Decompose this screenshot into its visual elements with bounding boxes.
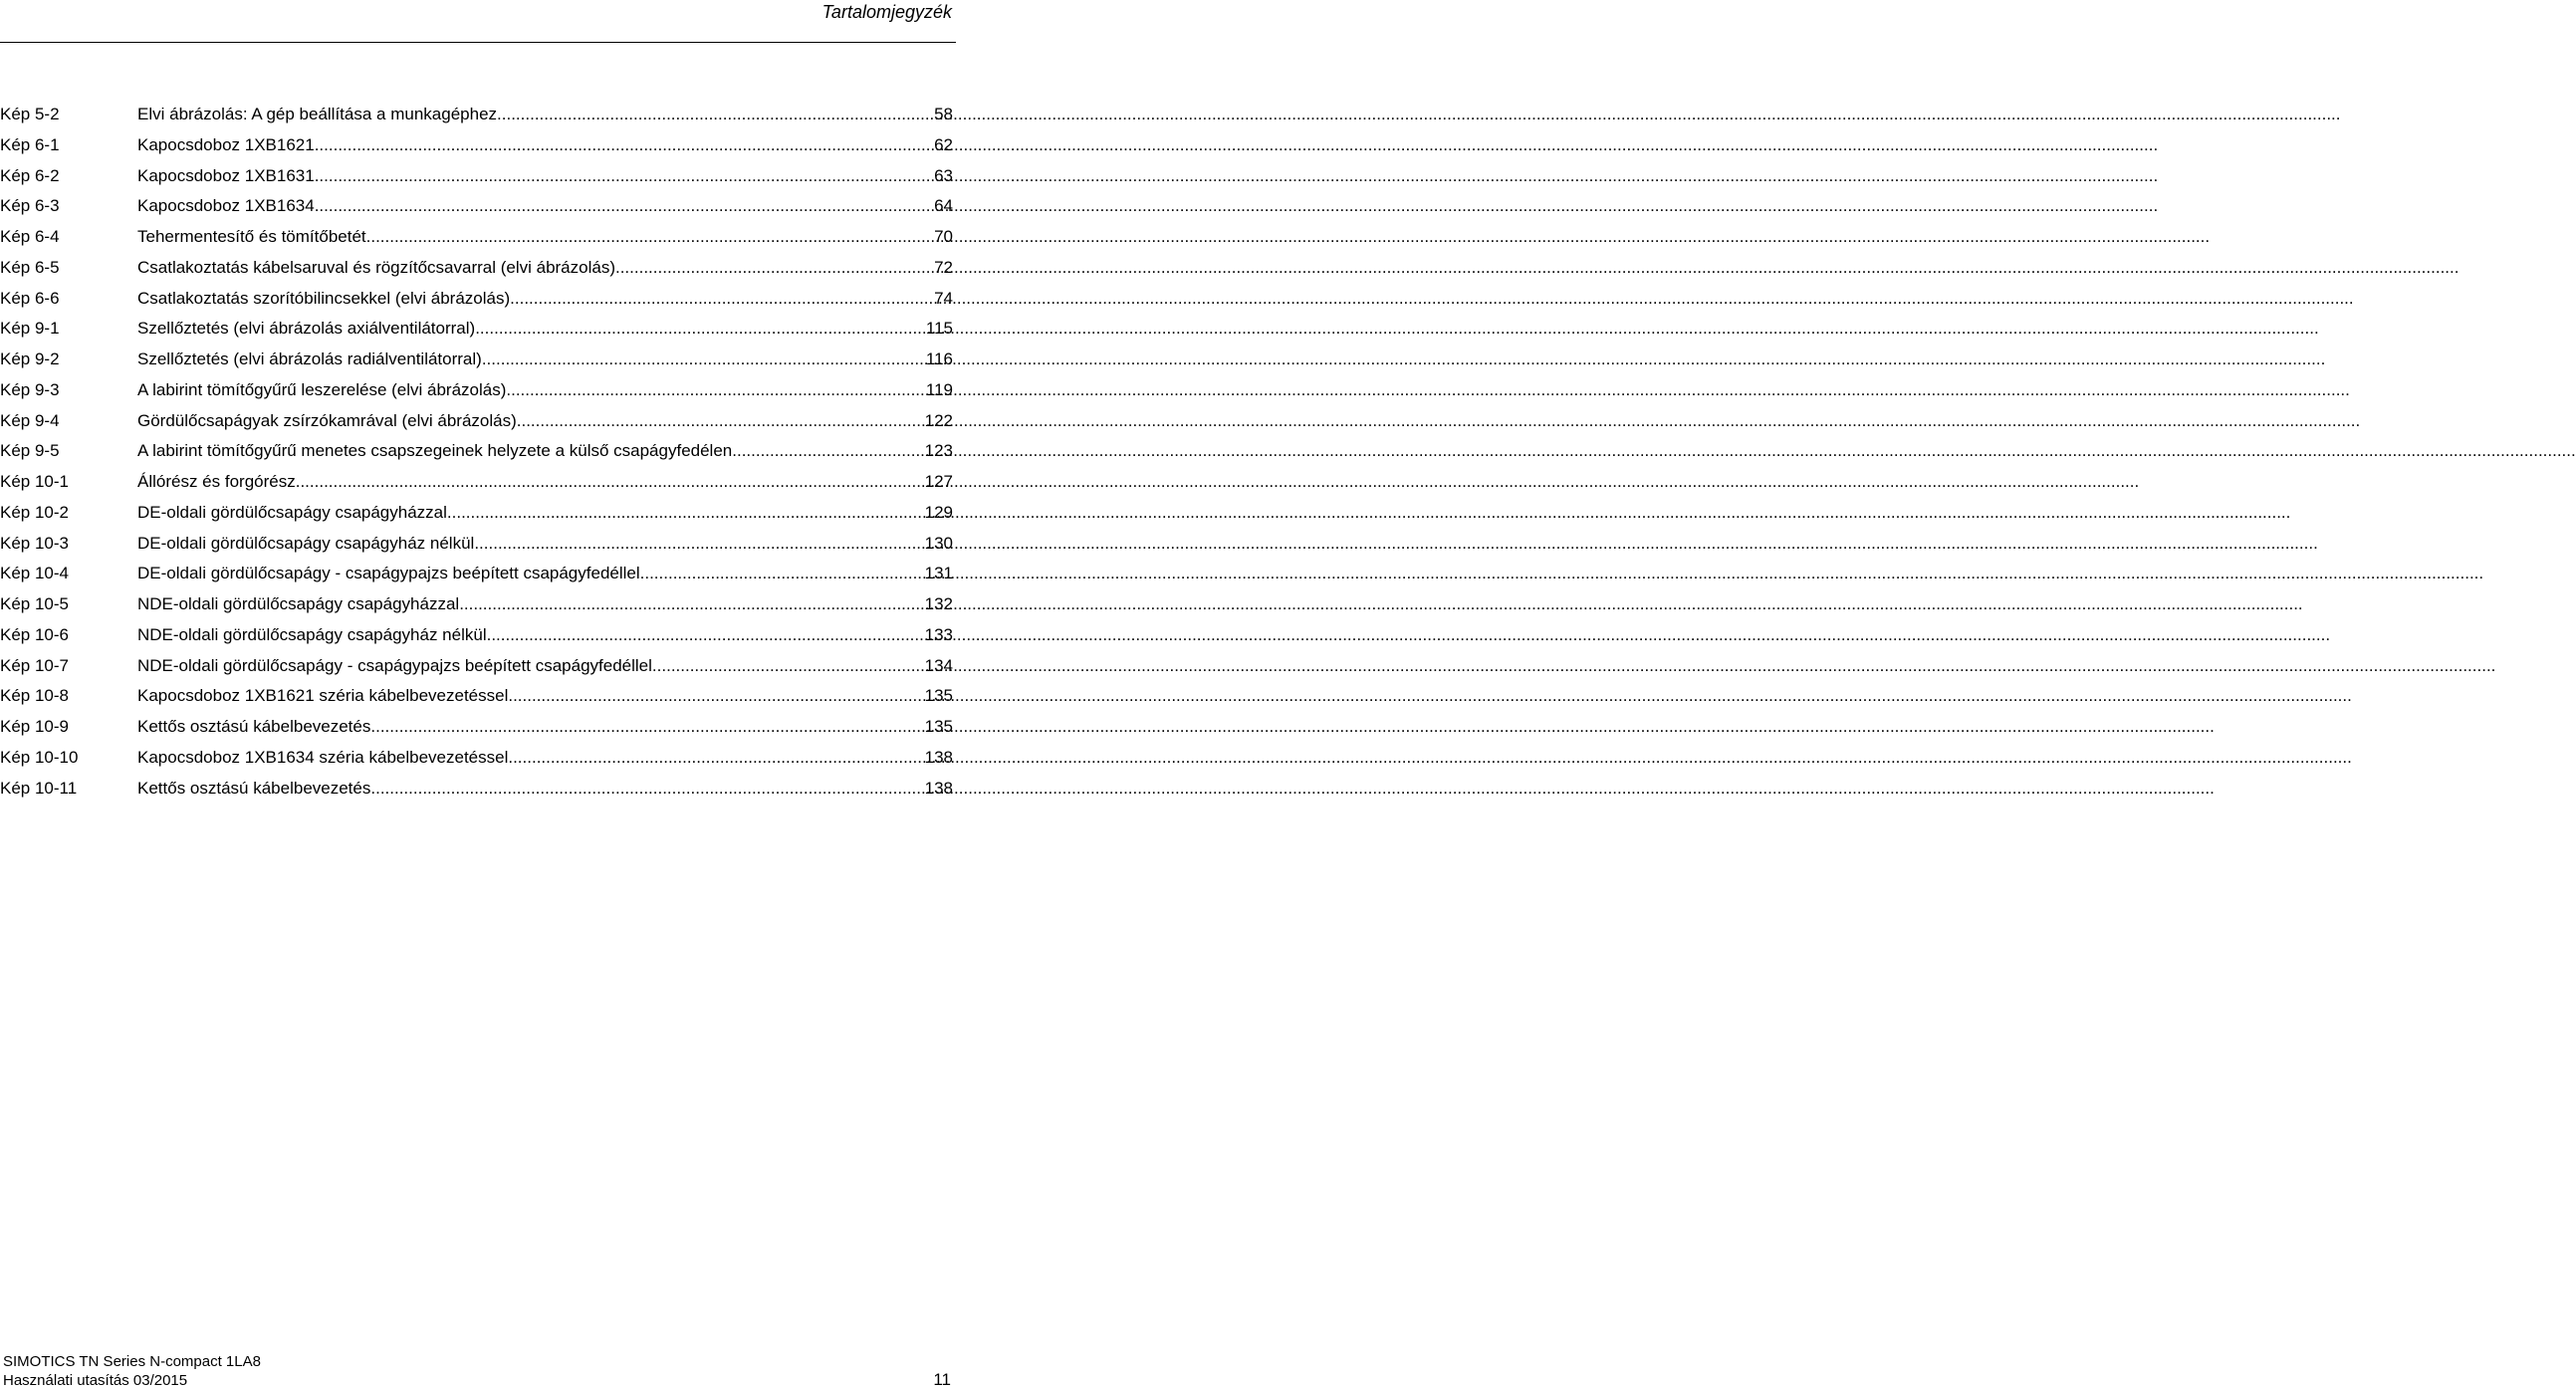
toc-entry[interactable]: [0, 774, 953, 805]
toc-entry-label: Kép 10-10: [0, 747, 79, 767]
toc-entry-page[interactable]: 135: [924, 686, 953, 706]
toc-entry-page[interactable]: 130: [924, 533, 953, 553]
toc-dot-leader: [615, 253, 934, 283]
toc-entry-label: Kép 9-3: [0, 379, 60, 399]
toc-entry-label: Kép 10-5: [0, 594, 69, 613]
toc-entry-page[interactable]: 138: [924, 747, 953, 767]
toc-entry-title[interactable]: Kettős osztású kábelbevezetés: [137, 717, 371, 736]
toc-entry-page[interactable]: 138: [924, 778, 953, 798]
toc-entry-label: Kép 10-3: [0, 533, 69, 553]
toc-entry-title[interactable]: Kapocsdoboz 1XB1631: [137, 165, 315, 185]
toc-entry[interactable]: [0, 314, 953, 345]
toc-entry-title[interactable]: DE-oldali gördülőcsapágy csapágyház nélkül: [137, 533, 475, 553]
toc-entry-title[interactable]: Gördülőcsapágyak zsírzókamrával (elvi ábrázolás): [137, 410, 517, 430]
toc-entry-page[interactable]: 116: [925, 349, 953, 368]
toc-entry-title[interactable]: NDE-oldali gördülőcsapágy csapágyház nélkül: [137, 624, 487, 644]
toc-entry[interactable]: [0, 406, 953, 437]
toc-entry-page[interactable]: 132: [924, 594, 953, 613]
toc-dot-leader: [370, 774, 924, 804]
toc-dot-leader: [366, 222, 934, 252]
toc-entry-page[interactable]: 115: [925, 319, 953, 339]
toc-entry-label: Kép 6-6: [0, 288, 60, 308]
toc-entry-title[interactable]: NDE-oldali gördülőcsapágy - csapágypajzs beépített csapágyfedéllel: [137, 655, 652, 675]
toc-entry-page[interactable]: 62: [934, 134, 953, 154]
toc-entry[interactable]: [0, 681, 953, 712]
toc-entry[interactable]: [0, 712, 953, 743]
toc-dot-leader: [506, 375, 926, 405]
toc-entry-page[interactable]: 131: [924, 564, 953, 583]
toc-dot-leader: [474, 529, 924, 559]
toc-entry[interactable]: [0, 559, 953, 589]
toc-entry-label: Kép 10-6: [0, 624, 69, 644]
toc-entry[interactable]: [0, 253, 953, 284]
toc-dot-leader: [517, 406, 925, 436]
toc-dot-leader: [315, 130, 934, 160]
toc-dot-leader: [475, 314, 926, 344]
toc-entry[interactable]: [0, 191, 953, 222]
toc-entry-title[interactable]: NDE-oldali gördülőcsapágy csapágyházzal: [137, 594, 460, 613]
toc-entry-title[interactable]: Szellőztetés (elvi ábrázolás radiálventilátorral): [137, 349, 482, 368]
toc-entry-label: Kép 10-1: [0, 472, 69, 491]
toc-entry-label: Kép 10-4: [0, 564, 69, 583]
toc-entry-page[interactable]: 63: [934, 165, 953, 185]
toc-dot-leader: [370, 712, 924, 742]
toc-dot-leader: [508, 743, 924, 773]
toc-dot-leader: [315, 161, 934, 191]
toc-entry-title[interactable]: Kapocsdoboz 1XB1621: [137, 134, 315, 154]
toc-entry[interactable]: [0, 284, 953, 315]
toc-entry[interactable]: [0, 467, 953, 498]
toc-entry-title[interactable]: A labirint tömítőgyűrű leszerelése (elvi ábrázolás): [137, 379, 507, 399]
toc-entry-title[interactable]: DE-oldali gördülőcsapágy - csapágypajzs beépített csapágyfedéllel: [137, 564, 640, 583]
toc-dot-leader: [296, 467, 925, 497]
footer-product-line: SIMOTICS TN Series N-compact 1LA8: [3, 1353, 261, 1370]
toc-entry-title[interactable]: Kapocsdoboz 1XB1634: [137, 196, 315, 216]
toc-entry-page[interactable]: 70: [934, 227, 953, 246]
toc-entry-label: Kép 9-5: [0, 441, 60, 461]
toc-entry-title[interactable]: Csatlakoztatás szorítóbilincsekkel (elvi ábrázolás): [137, 288, 511, 308]
toc-entry-label: Kép 6-3: [0, 196, 60, 216]
table-of-figures: [0, 100, 953, 804]
toc-entry-label: Kép 5-2: [0, 105, 60, 123]
toc-dot-leader: [459, 589, 924, 619]
toc-entry[interactable]: [0, 161, 953, 192]
toc-entry-page[interactable]: 129: [924, 502, 953, 522]
toc-entry-title[interactable]: A labirint tömítőgyűrű menetes csapszegeinek helyzete a külső csapágyfedélen: [137, 441, 733, 461]
toc-entry-title[interactable]: Elvi ábrázolás: A gép beállítása a munkagéphez: [137, 105, 498, 123]
toc-entry-label: Kép 10-2: [0, 502, 69, 522]
toc-entry[interactable]: [0, 130, 953, 161]
toc-entry-label: Kép 9-1: [0, 319, 60, 339]
toc-entry[interactable]: [0, 589, 953, 620]
toc-entry-label: Kép 9-4: [0, 410, 60, 430]
toc-entry-page[interactable]: 72: [934, 257, 953, 277]
toc-entry-page[interactable]: 74: [934, 288, 953, 308]
toc-entry-title[interactable]: Kapocsdoboz 1XB1621 széria kábelbevezetéssel: [137, 686, 509, 706]
toc-entry-title[interactable]: Csatlakoztatás kábelsaruval és rögzítőcsavarral (elvi ábrázolás): [137, 257, 615, 277]
toc-entry[interactable]: [0, 222, 953, 253]
toc-entry-page[interactable]: 122: [924, 410, 953, 430]
toc-entry-title[interactable]: Tehermentesítő és tömítőbetét: [137, 227, 366, 246]
document-footer: [3, 1352, 261, 1390]
page-number: 11: [933, 1370, 951, 1389]
toc-dot-leader: [732, 436, 924, 466]
toc-entry-label: Kép 10-11: [0, 778, 78, 798]
toc-entry-page[interactable]: 123: [924, 441, 953, 461]
toc-entry-label: Kép 10-7: [0, 655, 69, 675]
toc-entry-page[interactable]: 127: [924, 472, 953, 491]
toc-entry-title[interactable]: Állórész és forgórész: [137, 472, 296, 491]
page-header-title: Tartalomjegyzék: [821, 2, 952, 22]
toc-dot-leader: [315, 191, 934, 221]
toc-dot-leader: [510, 284, 934, 314]
toc-entry[interactable]: [0, 743, 953, 774]
toc-entry[interactable]: [0, 498, 953, 529]
toc-entry-page[interactable]: 135: [924, 717, 953, 736]
toc-entry-label: Kép 6-4: [0, 227, 60, 246]
toc-dot-leader: [508, 681, 924, 711]
toc-dot-leader: [497, 100, 934, 129]
toc-dot-leader: [482, 345, 926, 374]
toc-dot-leader: [487, 620, 925, 650]
toc-entry[interactable]: [0, 620, 953, 651]
toc-entry[interactable]: [0, 345, 953, 375]
toc-dot-leader: [652, 651, 925, 681]
toc-entry-title[interactable]: DE-oldali gördülőcsapágy csapágyházzal: [137, 502, 447, 522]
toc-entry-label: Kép 6-5: [0, 257, 60, 277]
toc-entry-label: Kép 6-1: [0, 134, 60, 154]
toc-entry-label: Kép 6-2: [0, 165, 60, 185]
toc-entry-title[interactable]: Kettős osztású kábelbevezetés: [137, 778, 371, 798]
toc-entry[interactable]: [0, 436, 953, 467]
toc-entry-page[interactable]: 119: [925, 379, 953, 399]
header-rule: [0, 42, 956, 43]
toc-entry-page[interactable]: 134: [924, 655, 953, 675]
toc-entry-label: Kép 10-8: [0, 686, 69, 706]
toc-dot-leader: [640, 559, 925, 588]
toc-entry-page[interactable]: 58: [934, 105, 953, 123]
toc-entry[interactable]: [0, 100, 953, 130]
toc-entry-page[interactable]: 64: [934, 196, 953, 216]
toc-entry[interactable]: [0, 529, 953, 560]
toc-entry-title[interactable]: Szellőztetés (elvi ábrázolás axiálventilátorral): [137, 319, 476, 339]
toc-entry-label: Kép 10-9: [0, 717, 69, 736]
toc-dot-leader: [447, 498, 925, 528]
toc-entry-page[interactable]: 133: [924, 624, 953, 644]
toc-entry[interactable]: [0, 375, 953, 406]
toc-entry[interactable]: [0, 651, 953, 682]
footer-manual-line: Használati utasítás 03/2015: [3, 1372, 188, 1389]
toc-entry-label: Kép 9-2: [0, 349, 60, 368]
toc-entry-title[interactable]: Kapocsdoboz 1XB1634 széria kábelbevezetéssel: [137, 747, 509, 767]
